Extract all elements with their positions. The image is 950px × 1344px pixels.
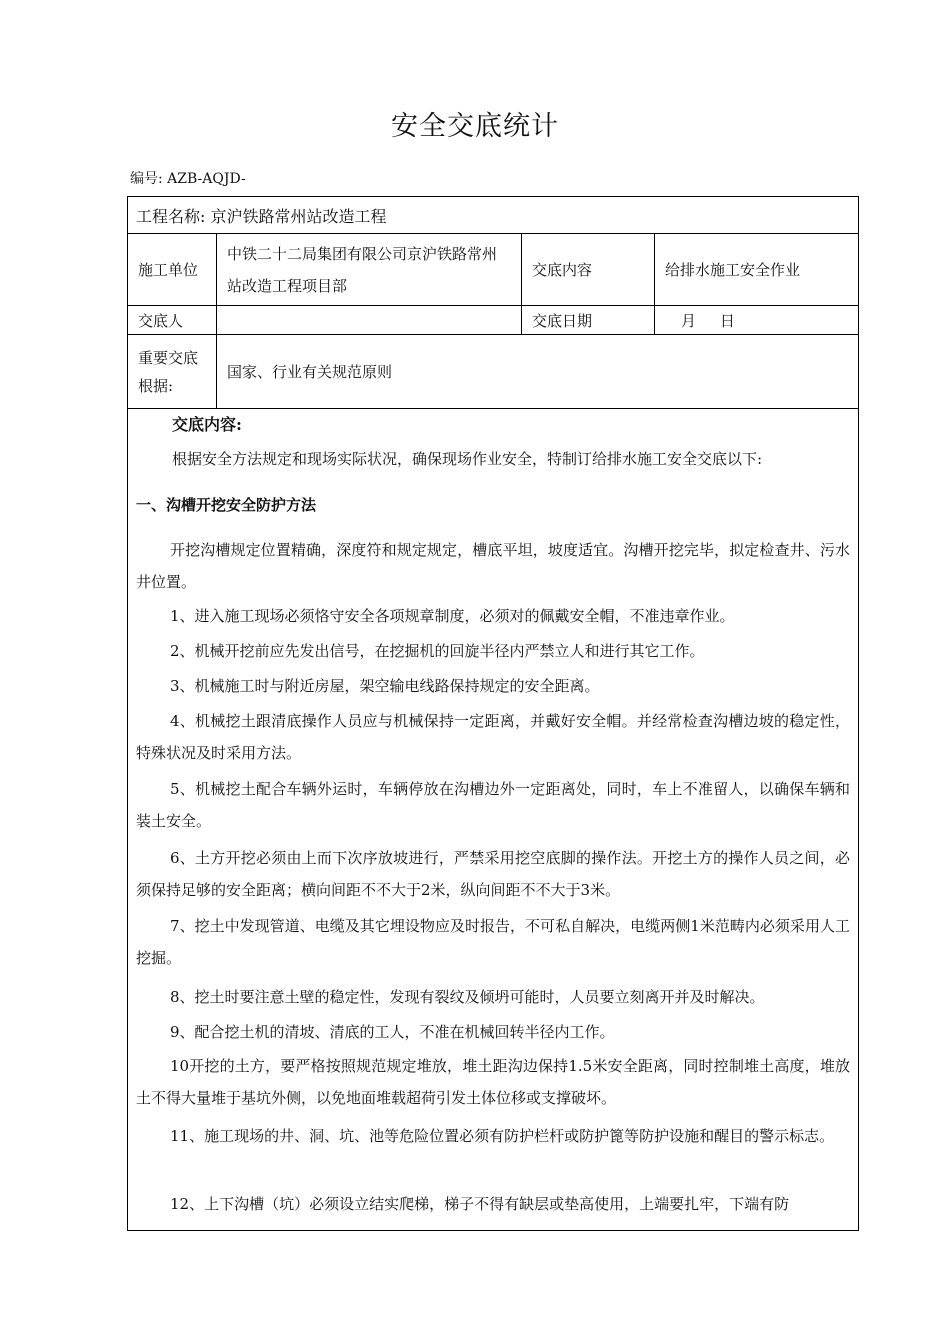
- person-value: [217, 306, 522, 335]
- paragraph: 10开挖的土方，要严格按照规范规定堆放，堆土距沟边保持1.5米安全距离，同时控制堆土高度，堆放土不得大量堆于基坑外侧，以免地面堆载超荷引发土体位移或支撑破坏。: [136, 1057, 850, 1107]
- date-value: 月 日: [655, 306, 859, 335]
- body-heading: 交底内容:: [172, 415, 242, 434]
- page-title: 安全交底统计: [391, 111, 559, 142]
- basis-label: 重要交底根据:: [128, 335, 217, 409]
- briefing-form: [127, 196, 859, 1231]
- project-name-label: 工程名称:: [136, 206, 206, 226]
- paragraph: 2、机械开挖前应先发出信号，在挖掘机的回旋半径内严禁立人和进行其它工作。: [170, 642, 705, 660]
- content-value: 给排水施工安全作业: [655, 234, 859, 306]
- paragraph: 3、机械施工时与附近房屋，架空输电线路保持规定的安全距离。: [170, 677, 600, 695]
- paragraph: 6、土方开挖必须由上而下次序放坡进行，严禁采用挖空底脚的操作法。开挖土方的操作人员之间，必须保持足够的安全距离；横向间距不不大于2米，纵向间距不不大于3米。: [136, 849, 850, 899]
- paragraph: 11、施工现场的井、洞、坑、池等危险位置必须有防护栏杆或防护篦等防护设施和醒目的警示标志。: [170, 1127, 835, 1145]
- paragraph: 开挖沟槽规定位置精确，深度符和规定规定，槽底平坦，坡度适宜。沟槽开挖完毕，拟定检查井、污水井位置。: [136, 541, 850, 591]
- paragraph: 5、机械挖土配合车辆外运时，车辆停放在沟槽边外一定距离处，同时，车上不准留人，以确保车辆和装土安全。: [136, 780, 850, 830]
- basis-value: 国家、行业有关规范原则: [217, 335, 859, 409]
- document-number: 编号: AZB-AQJD-: [130, 171, 246, 187]
- unit-value: 中铁二十二局集团有限公司京沪铁路常州站改造工程项目部: [217, 234, 522, 306]
- paragraph: 7、挖土中发现管道、电缆及其它埋设物应及时报告，不可私自解决，电缆两侧1米范畴内必须采用人工挖掘。: [136, 917, 850, 967]
- body-intro: 根据安全方法规定和现场实际状况，确保现场作业安全，特制订给排水施工安全交底以下:: [172, 450, 763, 468]
- unit-label: 施工单位: [128, 234, 217, 306]
- section-title: 一、沟槽开挖安全防护方法: [136, 496, 317, 514]
- date-label: 交底日期: [522, 306, 655, 335]
- paragraph: 8、挖土时要注意土壁的稳定性，发现有裂纹及倾坍可能时，人员要立刻离开并及时解决。: [170, 988, 765, 1006]
- paragraph: 12、上下沟槽（坑）必须设立结实爬梯，梯子不得有缺层或垫高使用，上端要扎牢，下端有防: [170, 1195, 790, 1213]
- content-label: 交底内容: [522, 234, 655, 306]
- header-table: [127, 196, 859, 409]
- person-label: 交底人: [128, 306, 217, 335]
- paragraph: 1、进入施工现场必须恪守安全各项规章制度，必须对的佩戴安全帽，不准违章作业。: [170, 607, 735, 625]
- project-name-value: 京沪铁路常州站改造工程: [210, 206, 387, 226]
- project-name-cell: [128, 197, 859, 234]
- paragraph: 4、机械挖土跟清底操作人员应与机械保持一定距离，并戴好安全帽。并经常检查沟槽边坡的稳定性，特殊状况及时采用方法。: [136, 712, 850, 762]
- paragraph: 9、配合挖土机的清坡、清底的工人，不准在机械回转半径内工作。: [170, 1023, 615, 1041]
